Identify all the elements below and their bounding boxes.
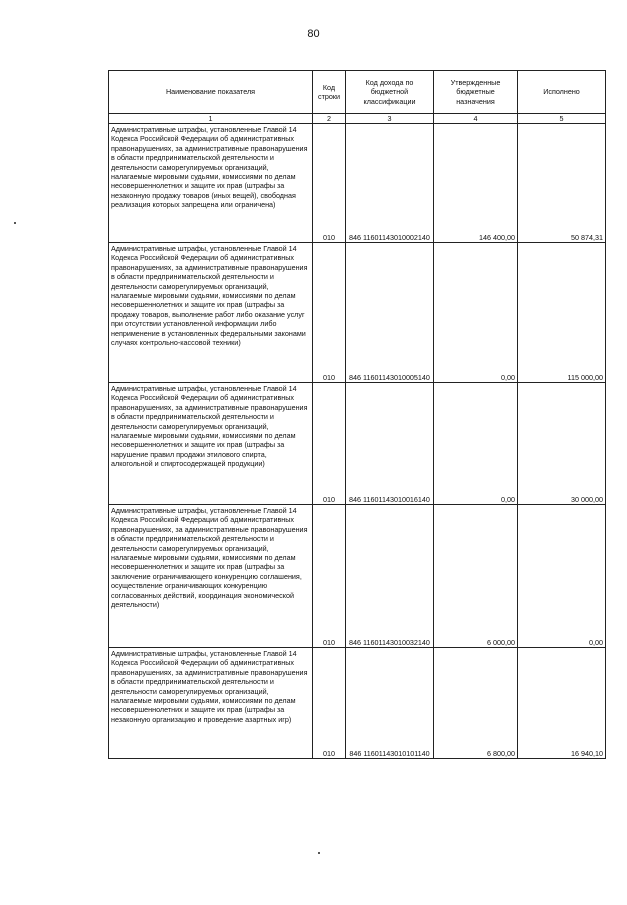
table-row — [109, 505, 606, 648]
row-line-code: 010 — [313, 124, 346, 243]
column-number: 2 — [313, 114, 346, 124]
row-name: Административные штрафы, установленные Главой 14 Кодекса Российской Федерации об административных правонарушениях, за административные правонарушения в области предпринимательской деятельности и деятельности саморегулируемых организаций, налагаемые мировыми судьями, комиссиями по делам несовершеннолетних и защите их прав (штрафы за незаконную организацию и проведение азартных игр) — [109, 648, 313, 759]
row-income-code: 846 11601143010101140 — [346, 648, 434, 759]
row-income-code: 846 11601143010032140 — [346, 505, 434, 648]
table-row — [109, 383, 606, 505]
row-line-code: 010 — [313, 648, 346, 759]
scan-speck — [318, 852, 320, 854]
header-income-code: Код дохода по бюджетной классификации — [346, 71, 434, 114]
row-executed: 115 000,00 — [518, 243, 606, 383]
column-number: 1 — [109, 114, 313, 124]
row-line-code: 010 — [313, 243, 346, 383]
header-executed: Исполнено — [518, 71, 606, 114]
table-header-row — [109, 71, 606, 114]
row-line-code: 010 — [313, 383, 346, 505]
row-name: Административные штрафы, установленные Главой 14 Кодекса Российской Федерации об административных правонарушениях, за административные правонарушения в области предпринимательской деятельности и деятельности саморегулируемых организаций, налагаемые мировыми судьями, комиссиями по делам несовершеннолетних и защите их прав (штрафы за незаконную продажу товаров (иных вещей), свободная реализация которых запрещена или ограничена) — [109, 124, 313, 243]
row-approved: 146 400,00 — [434, 124, 518, 243]
row-name: Административные штрафы, установленные Главой 14 Кодекса Российской Федерации об административных правонарушениях, за административные правонарушения в области предпринимательской деятельности и деятельности саморегулируемых организаций, налагаемые мировыми судьями, комиссиями по делам несовершеннолетних и защите их прав (штрафы за заключение ограничивающего конкуренцию соглашения, осуществление ограничивающих конкуренцию согласованных действий, координация экономической деятельности) — [109, 505, 313, 648]
row-line-code: 010 — [313, 505, 346, 648]
table-row — [109, 648, 606, 759]
row-approved: 6 800,00 — [434, 648, 518, 759]
column-number-row — [109, 114, 606, 124]
column-number: 3 — [346, 114, 434, 124]
scan-speck — [14, 222, 16, 224]
row-approved: 0,00 — [434, 243, 518, 383]
row-executed: 30 000,00 — [518, 383, 606, 505]
table-row — [109, 124, 606, 243]
row-executed: 50 874,31 — [518, 124, 606, 243]
row-name: Административные штрафы, установленные Главой 14 Кодекса Российской Федерации об административных правонарушениях, за административные правонарушения в области предпринимательской деятельности и деятельности саморегулируемых организаций, налагаемые мировыми судьями, комиссиями по делам несовершеннолетних и защите их прав (штрафы за нарушение правил продажи этилового спирта, алкогольной и спиртосодержащей продукции) — [109, 383, 313, 505]
header-name: Наименование показателя — [109, 71, 313, 114]
row-approved: 0,00 — [434, 383, 518, 505]
row-approved: 6 000,00 — [434, 505, 518, 648]
column-number: 4 — [434, 114, 518, 124]
row-income-code: 846 11601143010016140 — [346, 383, 434, 505]
row-name: Административные штрафы, установленные Главой 14 Кодекса Российской Федерации об административных правонарушениях, за административные правонарушения в области предпринимательской деятельности и деятельности саморегулируемых организаций, налагаемые мировыми судьями, комиссиями по делам несовершеннолетних и защите их прав (штрафы за продажу товаров, выполнение работ либо оказание услуг при отсутствии установленной информации либо неприменение в установленных федеральными законами случаях контрольно-кассовой техники) — [109, 243, 313, 383]
row-income-code: 846 11601143010002140 — [346, 124, 434, 243]
page-number: 80 — [307, 28, 320, 40]
table-row — [109, 243, 606, 383]
header-line-code: Код строки — [313, 71, 346, 114]
row-executed: 16 940,10 — [518, 648, 606, 759]
row-income-code: 846 11601143010005140 — [346, 243, 434, 383]
column-number: 5 — [518, 114, 606, 124]
row-executed: 0,00 — [518, 505, 606, 648]
header-approved: Утвержденные бюджетные назначения — [434, 71, 518, 114]
income-report-table — [108, 70, 606, 759]
